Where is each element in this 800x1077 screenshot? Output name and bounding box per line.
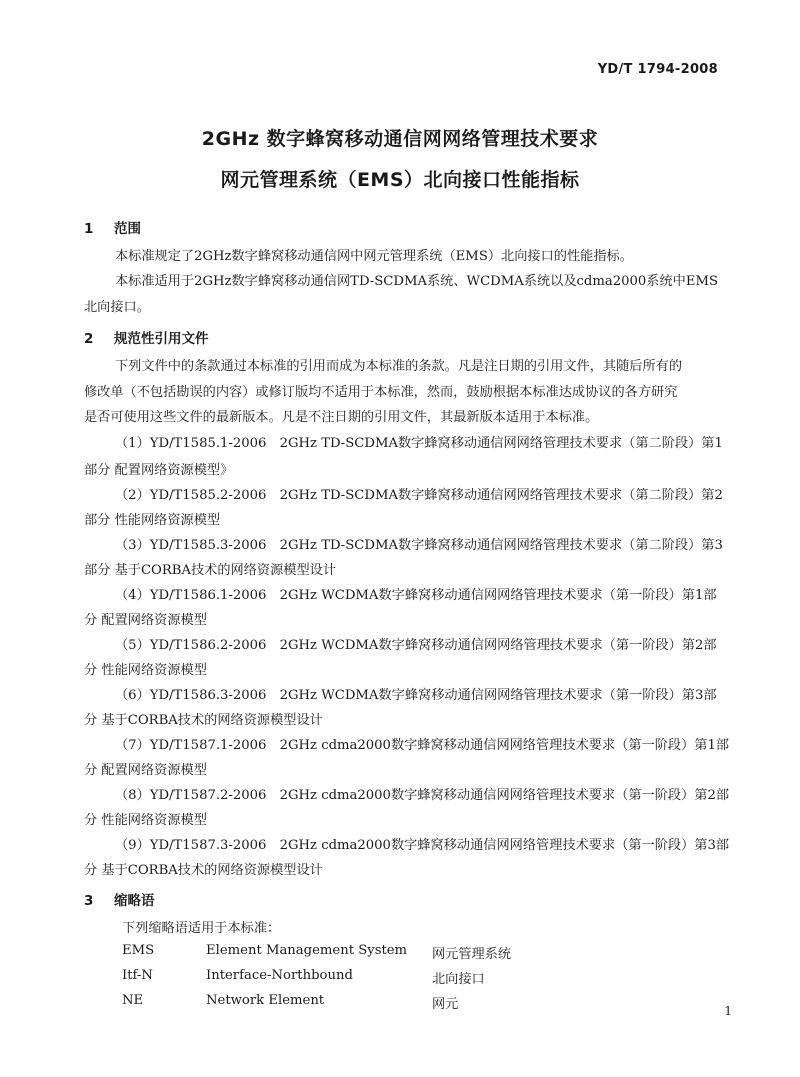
section-title: 范围 xyxy=(114,221,141,237)
abbreviation-chinese: 北向接口 xyxy=(432,972,485,987)
section-title: 规范性引用文件 xyxy=(114,331,209,347)
page-number: 1 xyxy=(724,1004,732,1018)
abbreviation-english: Network Element xyxy=(206,993,325,1008)
reference-item-line1: （1）YD/T1585.1-2006 2GHz TD-SCDMA数字蜂窝移动通信网网络管理技术要求（第二阶段）第1 xyxy=(115,436,723,451)
abbreviation-term: NE xyxy=(122,993,144,1008)
section-2-heading xyxy=(84,327,209,347)
section-number: 1 xyxy=(84,221,94,237)
reference-item-line2: 分 配置网络资源模型 xyxy=(84,763,207,778)
reference-item-line2: 分 基于CORBA技术的网络资源模型设计 xyxy=(84,863,323,878)
reference-item-line1: （3）YD/T1585.3-2006 2GHz TD-SCDMA数字蜂窝移动通信网网络管理技术要求（第二阶段）第3 xyxy=(115,538,723,553)
reference-item-line2: 分 性能网络资源模型 xyxy=(84,813,207,828)
scope-paragraph-2-line2: 北向接口。 xyxy=(84,300,150,315)
document-title-line1: 2GHz 数字蜂窝移动通信网网络管理技术要求 xyxy=(201,128,599,150)
document-title-line2: 网元管理系统（EMS）北向接口性能指标 xyxy=(220,169,580,191)
abbreviation-chinese: 网元管理系统 xyxy=(432,947,512,962)
abbreviation-term: EMS xyxy=(122,943,155,958)
reference-item-line1: （8）YD/T1587.2-2006 2GHz cdma2000数字蜂窝移动通信网网络管理技术要求（第一阶段）第2部 xyxy=(115,788,730,803)
reference-item-line1: （9）YD/T1587.3-2006 2GHz cdma2000数字蜂窝移动通信网网络管理技术要求（第一阶段）第3部 xyxy=(115,838,730,853)
section-1-heading xyxy=(84,217,141,237)
abbreviations-intro: 下列缩略语适用于本标准： xyxy=(122,921,281,936)
reference-item-line2: 部分 配置网络资源模型》 xyxy=(84,463,234,478)
reference-item-line2: 部分 基于CORBA技术的网络资源模型设计 xyxy=(84,563,337,578)
section-3-heading xyxy=(84,889,155,909)
references-intro-line1: 下列文件中的条款通过本标准的引用而成为本标准的条款。凡是注日期的引用文件，其随后所有的 xyxy=(115,359,683,374)
section-title: 缩略语 xyxy=(114,893,155,909)
reference-item-line1: （2）YD/T1585.2-2006 2GHz TD-SCDMA数字蜂窝移动通信网网络管理技术要求（第二阶段）第2 xyxy=(115,488,723,503)
scope-paragraph-2-line1: 本标准适用于2GHz数字蜂窝移动通信网TD-SCDMA系统、WCDMA系统以及cdma2000系统中EMS xyxy=(115,274,719,289)
reference-item-line2: 部分 性能网络资源模型 xyxy=(84,513,221,528)
reference-item-line1: （5）YD/T1586.2-2006 2GHz WCDMA数字蜂窝移动通信网网络管理技术要求（第一阶段）第2部 xyxy=(115,638,717,653)
section-number: 3 xyxy=(84,893,94,909)
abbreviation-english: Element Management System xyxy=(206,943,408,958)
abbreviation-chinese: 网元 xyxy=(432,997,459,1012)
reference-item-line1: （7）YD/T1587.1-2006 2GHz cdma2000数字蜂窝移动通信网网络管理技术要求（第一阶段）第1部 xyxy=(115,738,730,753)
reference-item-line2: 分 配置网络资源模型 xyxy=(84,613,207,628)
scope-paragraph-1: 本标准规定了2GHz数字蜂窝移动通信网中网元管理系统（EMS）北向接口的性能指标。 xyxy=(115,249,633,264)
abbreviation-english: Interface-Northbound xyxy=(206,968,353,983)
references-intro-line2: 修改单（不包括勘误的内容）或修订版均不适用于本标准，然而，鼓励根据本标准达成协议的各方研究 xyxy=(84,385,678,400)
reference-item-line1: （4）YD/T1586.1-2006 2GHz WCDMA数字蜂窝移动通信网网络管理技术要求（第一阶段）第1部 xyxy=(115,588,717,603)
abbreviation-term: Itf-N xyxy=(122,968,153,983)
reference-item-line1: （6）YD/T1586.3-2006 2GHz WCDMA数字蜂窝移动通信网网络管理技术要求（第一阶段）第3部 xyxy=(115,688,717,703)
standard-number: YD/T 1794-2008 xyxy=(597,62,718,77)
reference-item-line2: 分 性能网络资源模型 xyxy=(84,663,207,678)
references-intro-line3: 是否可使用这些文件的最新版本。凡是不注日期的引用文件，其最新版本适用于本标准。 xyxy=(84,410,599,425)
section-number: 2 xyxy=(84,331,94,347)
reference-item-line2: 分 基于CORBA技术的网络资源模型设计 xyxy=(84,713,323,728)
